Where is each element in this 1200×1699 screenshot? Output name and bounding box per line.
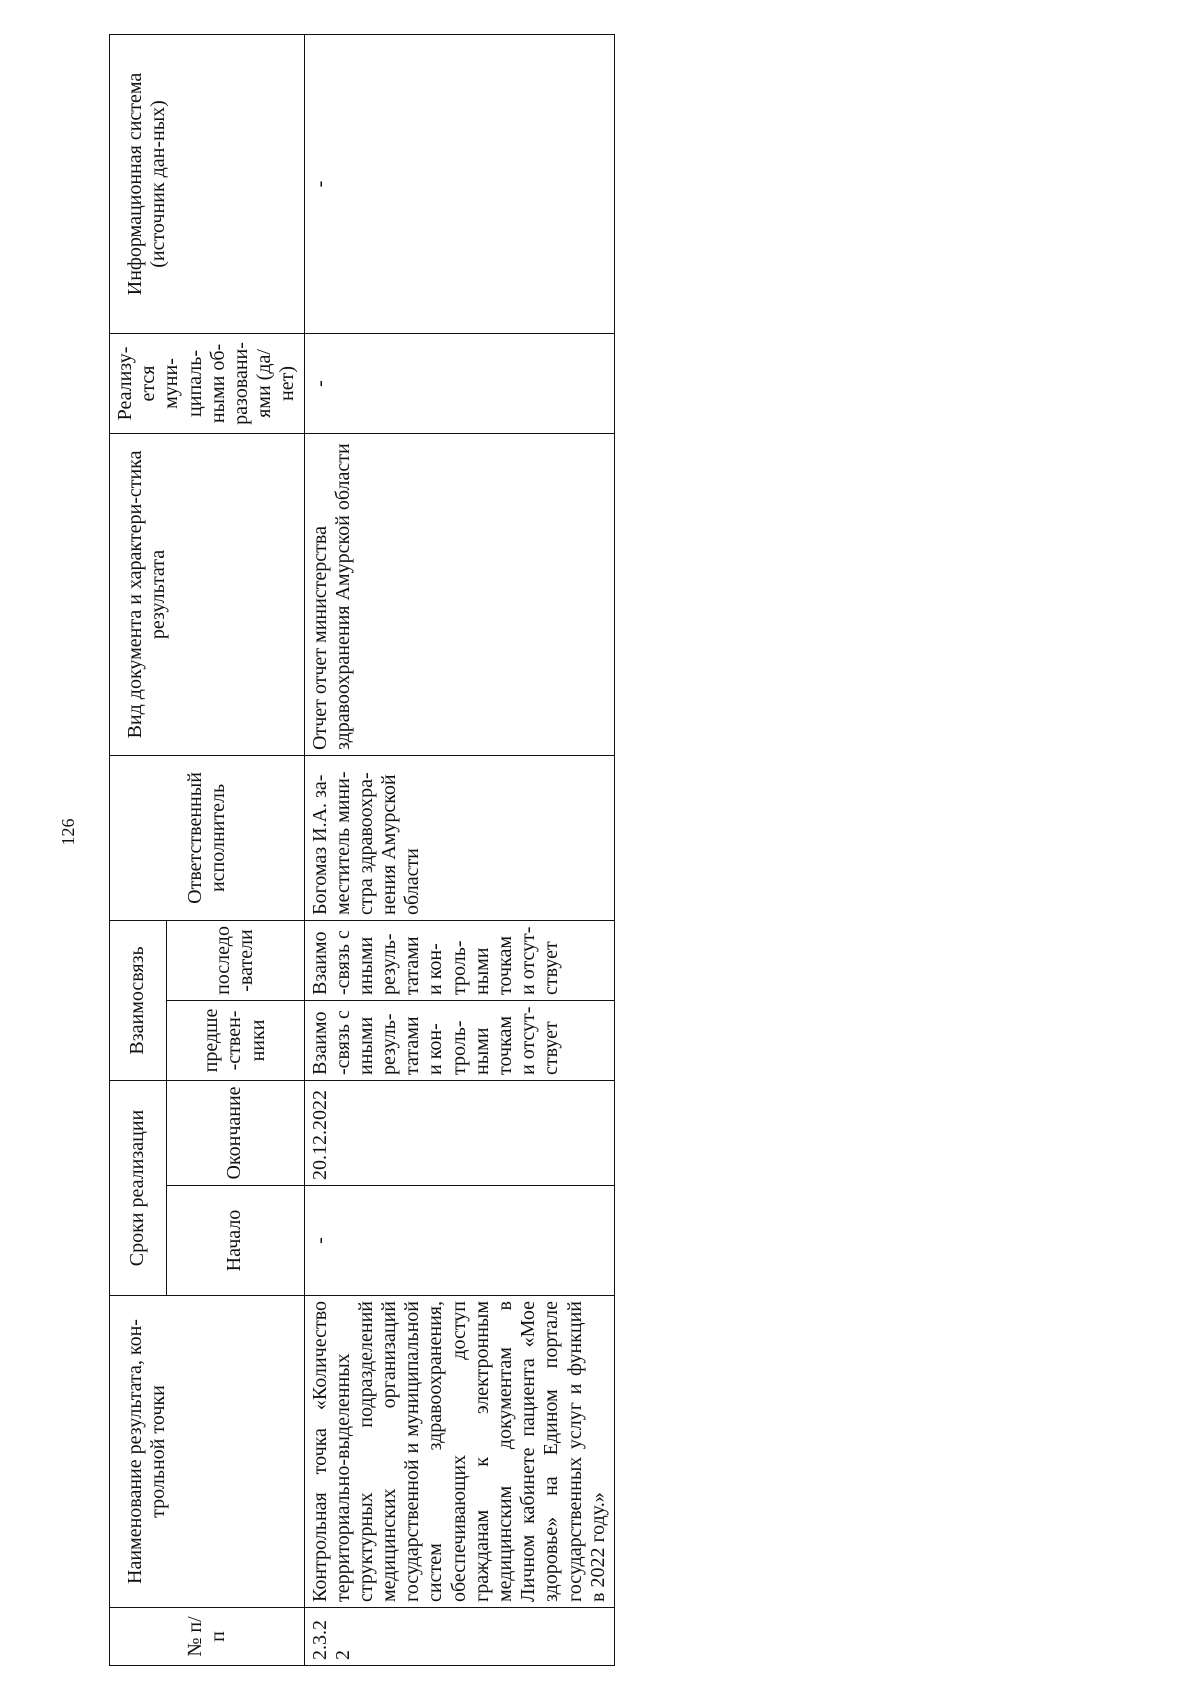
row-successors: Взаимо-связь с иными резуль-татами и кон-троль-ными точками отсут-ствует	[304, 920, 614, 1000]
header-row-top	[110, 34, 167, 1665]
row-predecessors: Взаимо-связь с иными резуль-татами и кон-троль-ными точками отсут-ствует	[304, 1000, 614, 1080]
header-info-system: Информацио​нная система (источник дан-ных)	[110, 34, 305, 333]
table-row	[304, 34, 614, 1665]
header-timing-end: Окончание	[166, 1080, 304, 1185]
page-number: 126	[58, 818, 78, 846]
row-municipal: -	[304, 333, 614, 433]
row-doc-type: Отчет отчет министерства здравоохранения Амурской области	[304, 433, 614, 755]
header-relation-pred: предше-ствен-ники	[166, 1000, 304, 1080]
header-responsible: Ответственный исполнитель	[110, 755, 305, 920]
rotated-page-content	[109, 35, 789, 1666]
header-municipal: Реализу-ется муни-ципаль-ными об-разовани-ями (да/нет)	[110, 333, 305, 433]
header-relation-succ: последо-ватели	[166, 920, 304, 1000]
row-end: 20.12.2022	[304, 1080, 614, 1185]
header-num: № п/п	[110, 1608, 305, 1666]
row-responsible: Богомаз И.А. за-меститель мини-стра здравоохра-нения Амурской области	[304, 755, 614, 920]
plan-table	[109, 34, 615, 1666]
header-relation: Взаимосвязь	[110, 920, 167, 1080]
row-name: Контрольная точка «Количество территориально-выделенных структурных подразделений медицинских организаций государственной и муниципальной систем здравоохранения, обеспечивающих доступ гражданам к электронным медицинским документам в Личном кабинете пациента «Мое здоровье» на Едином портале государственных услуг и функций в 2022 году.»	[304, 1296, 614, 1608]
row-info-system: -	[304, 34, 614, 333]
row-start: -	[304, 1186, 614, 1296]
header-timing-start: Начало	[166, 1186, 304, 1296]
header-doc-type: Вид документа и характери-стика результата	[110, 433, 305, 755]
header-name: Наименование результата, кон-трольной точки	[110, 1296, 305, 1608]
row-num: 2.3.22	[304, 1608, 614, 1666]
header-timing: Сроки реализации	[110, 1080, 167, 1295]
